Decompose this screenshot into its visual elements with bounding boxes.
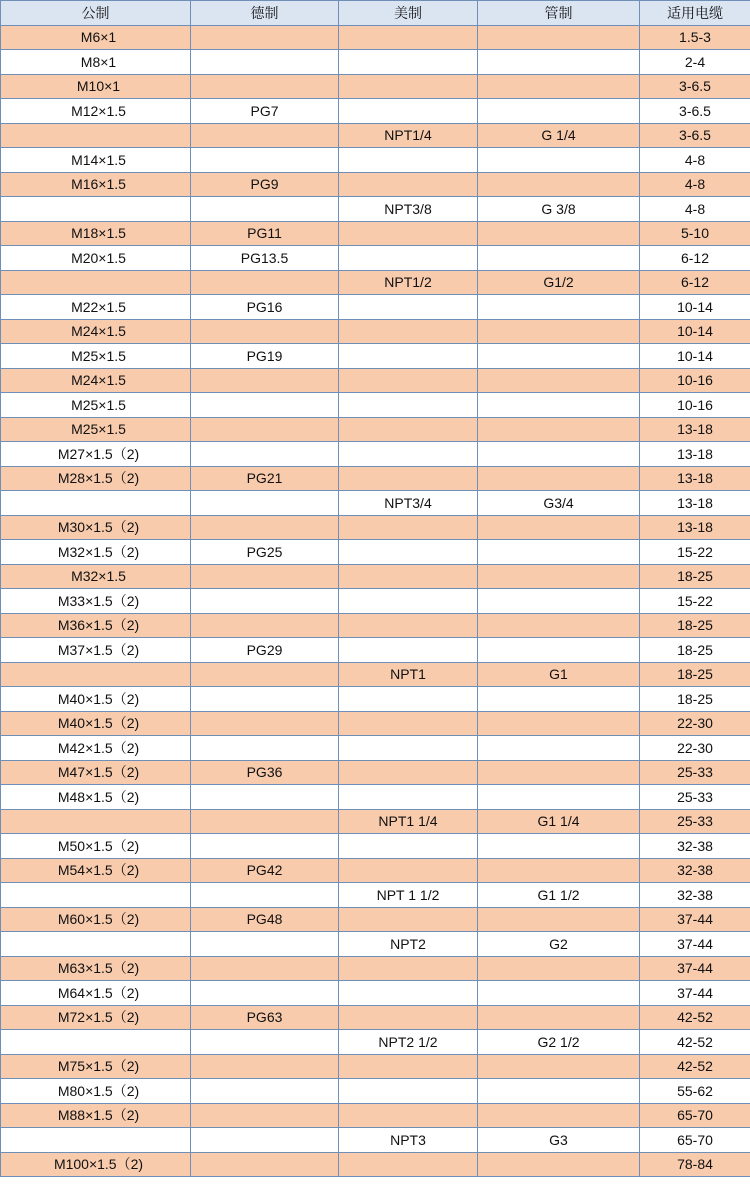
cell-german [191, 981, 339, 1006]
table-row [1, 1079, 750, 1104]
cell-german [191, 74, 339, 99]
cell-american [339, 246, 478, 271]
cell-metric [1, 883, 191, 908]
cell-pipe [478, 785, 640, 810]
cell-american: NPT3 [339, 1128, 478, 1153]
cell-pipe [478, 858, 640, 883]
cell-american [339, 1103, 478, 1128]
cell-german [191, 687, 339, 712]
cell-german [191, 148, 339, 173]
cell-pipe [478, 393, 640, 418]
cell-pipe [478, 589, 640, 614]
cell-pipe [478, 564, 640, 589]
cell-german: PG7 [191, 99, 339, 124]
cell-german [191, 393, 339, 418]
cell-pipe [478, 246, 640, 271]
cell-pipe: G 3/8 [478, 197, 640, 222]
cell-cable: 25-33 [640, 785, 750, 810]
table-row [1, 883, 750, 908]
table-row [1, 319, 750, 344]
cell-american: NPT3/8 [339, 197, 478, 222]
cell-metric: M80×1.5（2) [1, 1079, 191, 1104]
cell-metric: M27×1.5（2) [1, 442, 191, 467]
cell-american [339, 711, 478, 736]
table-row [1, 564, 750, 589]
table-row [1, 1152, 750, 1177]
cell-metric: M16×1.5 [1, 172, 191, 197]
cell-pipe [478, 442, 640, 467]
cell-pipe [478, 1054, 640, 1079]
cell-metric: M25×1.5 [1, 417, 191, 442]
cell-metric [1, 197, 191, 222]
cell-american: NPT1 1/4 [339, 809, 478, 834]
cell-american [339, 368, 478, 393]
cell-cable: 37-44 [640, 932, 750, 957]
cell-pipe [478, 1005, 640, 1030]
cell-metric: M12×1.5 [1, 99, 191, 124]
cell-german [191, 515, 339, 540]
cell-american [339, 25, 478, 50]
cell-american [339, 956, 478, 981]
cell-metric: M60×1.5（2) [1, 907, 191, 932]
cell-cable: 55-62 [640, 1079, 750, 1104]
cell-german [191, 270, 339, 295]
cell-pipe: G 1/4 [478, 123, 640, 148]
cell-german [191, 1152, 339, 1177]
cell-american: NPT1 [339, 662, 478, 687]
cell-american [339, 99, 478, 124]
cell-pipe [478, 613, 640, 638]
cell-metric: M10×1 [1, 74, 191, 99]
cell-german: PG9 [191, 172, 339, 197]
cell-metric: M8×1 [1, 50, 191, 75]
cell-american [339, 834, 478, 859]
cell-german: PG16 [191, 295, 339, 320]
cell-american [339, 515, 478, 540]
cell-pipe [478, 907, 640, 932]
cell-american: NPT1/2 [339, 270, 478, 295]
cell-german: PG29 [191, 638, 339, 663]
cell-german [191, 50, 339, 75]
cell-american [339, 613, 478, 638]
cell-pipe [478, 638, 640, 663]
table-row [1, 123, 750, 148]
cell-pipe [478, 687, 640, 712]
cell-german: PG19 [191, 344, 339, 369]
cell-german [191, 883, 339, 908]
cell-american [339, 74, 478, 99]
cell-pipe: G1/2 [478, 270, 640, 295]
table-row [1, 417, 750, 442]
cell-german [191, 956, 339, 981]
cell-american [339, 466, 478, 491]
cell-cable: 3-6.5 [640, 99, 750, 124]
cell-german [191, 711, 339, 736]
table-row [1, 981, 750, 1006]
cell-pipe [478, 515, 640, 540]
cell-metric: M40×1.5（2) [1, 687, 191, 712]
table-body [1, 25, 750, 1177]
cell-metric: M63×1.5（2) [1, 956, 191, 981]
cell-pipe [478, 25, 640, 50]
cell-cable: 22-30 [640, 711, 750, 736]
cell-cable: 37-44 [640, 981, 750, 1006]
cell-metric: M48×1.5（2) [1, 785, 191, 810]
cell-metric: M25×1.5 [1, 344, 191, 369]
cell-german [191, 25, 339, 50]
table-row [1, 589, 750, 614]
cell-cable: 3-6.5 [640, 74, 750, 99]
table-row [1, 246, 750, 271]
cell-pipe [478, 99, 640, 124]
cell-pipe [478, 74, 640, 99]
table-row [1, 956, 750, 981]
cell-american: NPT2 1/2 [339, 1030, 478, 1055]
header-metric: 公制 [1, 1, 191, 26]
cell-american [339, 687, 478, 712]
cell-american [339, 442, 478, 467]
cell-cable: 10-14 [640, 295, 750, 320]
table-row [1, 344, 750, 369]
cell-american: NPT3/4 [339, 491, 478, 516]
table-row [1, 736, 750, 761]
cell-cable: 1.5-3 [640, 25, 750, 50]
cell-cable: 13-18 [640, 515, 750, 540]
cell-cable: 32-38 [640, 834, 750, 859]
cell-german: PG42 [191, 858, 339, 883]
table-row [1, 197, 750, 222]
table-row [1, 295, 750, 320]
cell-cable: 25-33 [640, 809, 750, 834]
cell-american: NPT2 [339, 932, 478, 957]
cell-american [339, 540, 478, 565]
cell-american [339, 1079, 478, 1104]
cell-metric: M88×1.5（2) [1, 1103, 191, 1128]
cell-german [191, 123, 339, 148]
cell-american [339, 736, 478, 761]
cell-cable: 5-10 [640, 221, 750, 246]
table-row [1, 172, 750, 197]
cell-metric [1, 270, 191, 295]
cell-cable: 18-25 [640, 638, 750, 663]
cell-cable: 10-14 [640, 344, 750, 369]
cell-german [191, 417, 339, 442]
cell-german: PG13.5 [191, 246, 339, 271]
cell-german [191, 613, 339, 638]
header-pipe: 管制 [478, 1, 640, 26]
cell-pipe [478, 540, 640, 565]
cell-cable: 4-8 [640, 172, 750, 197]
cell-metric: M54×1.5（2) [1, 858, 191, 883]
cell-pipe [478, 417, 640, 442]
cell-german [191, 1054, 339, 1079]
cell-metric: M72×1.5（2) [1, 1005, 191, 1030]
cell-metric [1, 123, 191, 148]
cell-cable: 18-25 [640, 613, 750, 638]
cell-german [191, 197, 339, 222]
cell-german [191, 785, 339, 810]
table-row [1, 393, 750, 418]
cell-metric: M25×1.5 [1, 393, 191, 418]
cell-cable: 18-25 [640, 564, 750, 589]
cell-cable: 13-18 [640, 417, 750, 442]
table-row [1, 99, 750, 124]
cell-cable: 42-52 [640, 1054, 750, 1079]
table-row [1, 1005, 750, 1030]
table-row [1, 491, 750, 516]
cell-metric: M75×1.5（2) [1, 1054, 191, 1079]
cell-metric: M30×1.5（2) [1, 515, 191, 540]
cell-pipe [478, 466, 640, 491]
cell-cable: 6-12 [640, 270, 750, 295]
cell-metric: M100×1.5（2) [1, 1152, 191, 1177]
cell-american [339, 760, 478, 785]
cell-german: PG21 [191, 466, 339, 491]
table-row [1, 1054, 750, 1079]
cell-american [339, 295, 478, 320]
cell-metric: M42×1.5（2) [1, 736, 191, 761]
cell-cable: 15-22 [640, 589, 750, 614]
cell-german [191, 1128, 339, 1153]
table-row [1, 858, 750, 883]
table-row [1, 785, 750, 810]
cell-american [339, 564, 478, 589]
table-row [1, 221, 750, 246]
table-row [1, 25, 750, 50]
cell-metric: M37×1.5（2) [1, 638, 191, 663]
cell-american [339, 319, 478, 344]
cell-american [339, 50, 478, 75]
cell-pipe [478, 760, 640, 785]
cell-metric: M24×1.5 [1, 368, 191, 393]
cell-american [339, 393, 478, 418]
cell-american [339, 1152, 478, 1177]
cell-cable: 32-38 [640, 858, 750, 883]
cell-pipe [478, 736, 640, 761]
cell-metric: M20×1.5 [1, 246, 191, 271]
cell-cable: 42-52 [640, 1005, 750, 1030]
cell-german [191, 1079, 339, 1104]
cell-pipe [478, 981, 640, 1006]
table-row [1, 907, 750, 932]
cell-cable: 4-8 [640, 197, 750, 222]
cell-cable: 10-16 [640, 393, 750, 418]
cell-german [191, 834, 339, 859]
cell-pipe [478, 295, 640, 320]
cell-cable: 18-25 [640, 662, 750, 687]
cell-cable: 13-18 [640, 442, 750, 467]
cell-american [339, 221, 478, 246]
cell-metric: M33×1.5（2) [1, 589, 191, 614]
cell-american [339, 858, 478, 883]
cell-metric [1, 1030, 191, 1055]
cell-pipe [478, 344, 640, 369]
cell-pipe [478, 1152, 640, 1177]
cell-german [191, 932, 339, 957]
cell-metric: M32×1.5 [1, 564, 191, 589]
cell-cable: 65-70 [640, 1103, 750, 1128]
cell-american [339, 417, 478, 442]
cell-cable: 37-44 [640, 956, 750, 981]
header-american: 美制 [339, 1, 478, 26]
cell-cable: 65-70 [640, 1128, 750, 1153]
cell-cable: 22-30 [640, 736, 750, 761]
table-row [1, 932, 750, 957]
table-row [1, 442, 750, 467]
cell-cable: 10-16 [640, 368, 750, 393]
cell-pipe [478, 834, 640, 859]
table-row [1, 50, 750, 75]
cell-metric: M50×1.5（2) [1, 834, 191, 859]
cell-pipe: G3/4 [478, 491, 640, 516]
cell-cable: 25-33 [640, 760, 750, 785]
cell-german: PG36 [191, 760, 339, 785]
cell-german [191, 564, 339, 589]
table-row [1, 613, 750, 638]
cell-american [339, 638, 478, 663]
cell-german [191, 589, 339, 614]
cell-cable: 37-44 [640, 907, 750, 932]
cell-cable: 4-8 [640, 148, 750, 173]
cell-pipe: G1 1/2 [478, 883, 640, 908]
cell-metric [1, 662, 191, 687]
cell-american [339, 1054, 478, 1079]
table-row [1, 466, 750, 491]
cell-metric: M36×1.5（2) [1, 613, 191, 638]
header-german: 德制 [191, 1, 339, 26]
cell-german [191, 491, 339, 516]
table-row [1, 74, 750, 99]
cell-metric [1, 809, 191, 834]
cell-cable: 15-22 [640, 540, 750, 565]
cell-metric: M32×1.5（2) [1, 540, 191, 565]
cell-american [339, 785, 478, 810]
cell-metric: M22×1.5 [1, 295, 191, 320]
cell-cable: 3-6.5 [640, 123, 750, 148]
cell-american [339, 907, 478, 932]
cell-pipe [478, 50, 640, 75]
cell-cable: 42-52 [640, 1030, 750, 1055]
table-row [1, 1103, 750, 1128]
cell-cable: 10-14 [640, 319, 750, 344]
table-row [1, 809, 750, 834]
cell-cable: 32-38 [640, 883, 750, 908]
cell-german [191, 319, 339, 344]
table-row [1, 638, 750, 663]
cell-pipe: G1 1/4 [478, 809, 640, 834]
cell-cable: 13-18 [640, 466, 750, 491]
cell-german [191, 1030, 339, 1055]
cell-metric [1, 932, 191, 957]
table-row [1, 687, 750, 712]
cell-metric: M28×1.5（2) [1, 466, 191, 491]
cell-german [191, 662, 339, 687]
cell-pipe [478, 221, 640, 246]
table-row [1, 540, 750, 565]
cell-american [339, 1005, 478, 1030]
cell-metric [1, 491, 191, 516]
cell-pipe: G2 [478, 932, 640, 957]
cell-cable: 18-25 [640, 687, 750, 712]
cell-metric: M24×1.5 [1, 319, 191, 344]
cell-german: PG48 [191, 907, 339, 932]
header-cable: 适用电缆 [640, 1, 750, 26]
header-row [1, 1, 750, 26]
cell-american: NPT 1 1/2 [339, 883, 478, 908]
cell-american: NPT1/4 [339, 123, 478, 148]
table-row [1, 1030, 750, 1055]
cell-pipe: G3 [478, 1128, 640, 1153]
cell-pipe [478, 956, 640, 981]
table-row [1, 662, 750, 687]
cell-american [339, 172, 478, 197]
cell-german: PG25 [191, 540, 339, 565]
cell-pipe [478, 319, 640, 344]
cell-american [339, 344, 478, 369]
table-row [1, 1128, 750, 1153]
cell-american [339, 981, 478, 1006]
cell-german [191, 809, 339, 834]
cell-pipe [478, 711, 640, 736]
cell-pipe: G2 1/2 [478, 1030, 640, 1055]
cell-german: PG11 [191, 221, 339, 246]
cell-german [191, 736, 339, 761]
cell-metric: M6×1 [1, 25, 191, 50]
cell-metric: M47×1.5（2) [1, 760, 191, 785]
cell-pipe [478, 1103, 640, 1128]
cell-pipe [478, 172, 640, 197]
cell-cable: 6-12 [640, 246, 750, 271]
table-row [1, 148, 750, 173]
cell-german [191, 368, 339, 393]
cell-german [191, 1103, 339, 1128]
cell-american [339, 589, 478, 614]
cell-metric: M14×1.5 [1, 148, 191, 173]
table-row [1, 711, 750, 736]
table-row [1, 760, 750, 785]
cell-german: PG63 [191, 1005, 339, 1030]
cell-pipe [478, 368, 640, 393]
cell-german [191, 442, 339, 467]
cell-cable: 78-84 [640, 1152, 750, 1177]
cell-metric [1, 1128, 191, 1153]
cell-pipe [478, 1079, 640, 1104]
table-row [1, 368, 750, 393]
cell-metric: M64×1.5（2) [1, 981, 191, 1006]
table-row [1, 834, 750, 859]
cell-metric: M40×1.5（2) [1, 711, 191, 736]
table-row [1, 515, 750, 540]
cell-cable: 13-18 [640, 491, 750, 516]
cell-cable: 2-4 [640, 50, 750, 75]
cell-pipe: G1 [478, 662, 640, 687]
cell-metric: M18×1.5 [1, 221, 191, 246]
table-row [1, 270, 750, 295]
cell-pipe [478, 148, 640, 173]
cell-american [339, 148, 478, 173]
